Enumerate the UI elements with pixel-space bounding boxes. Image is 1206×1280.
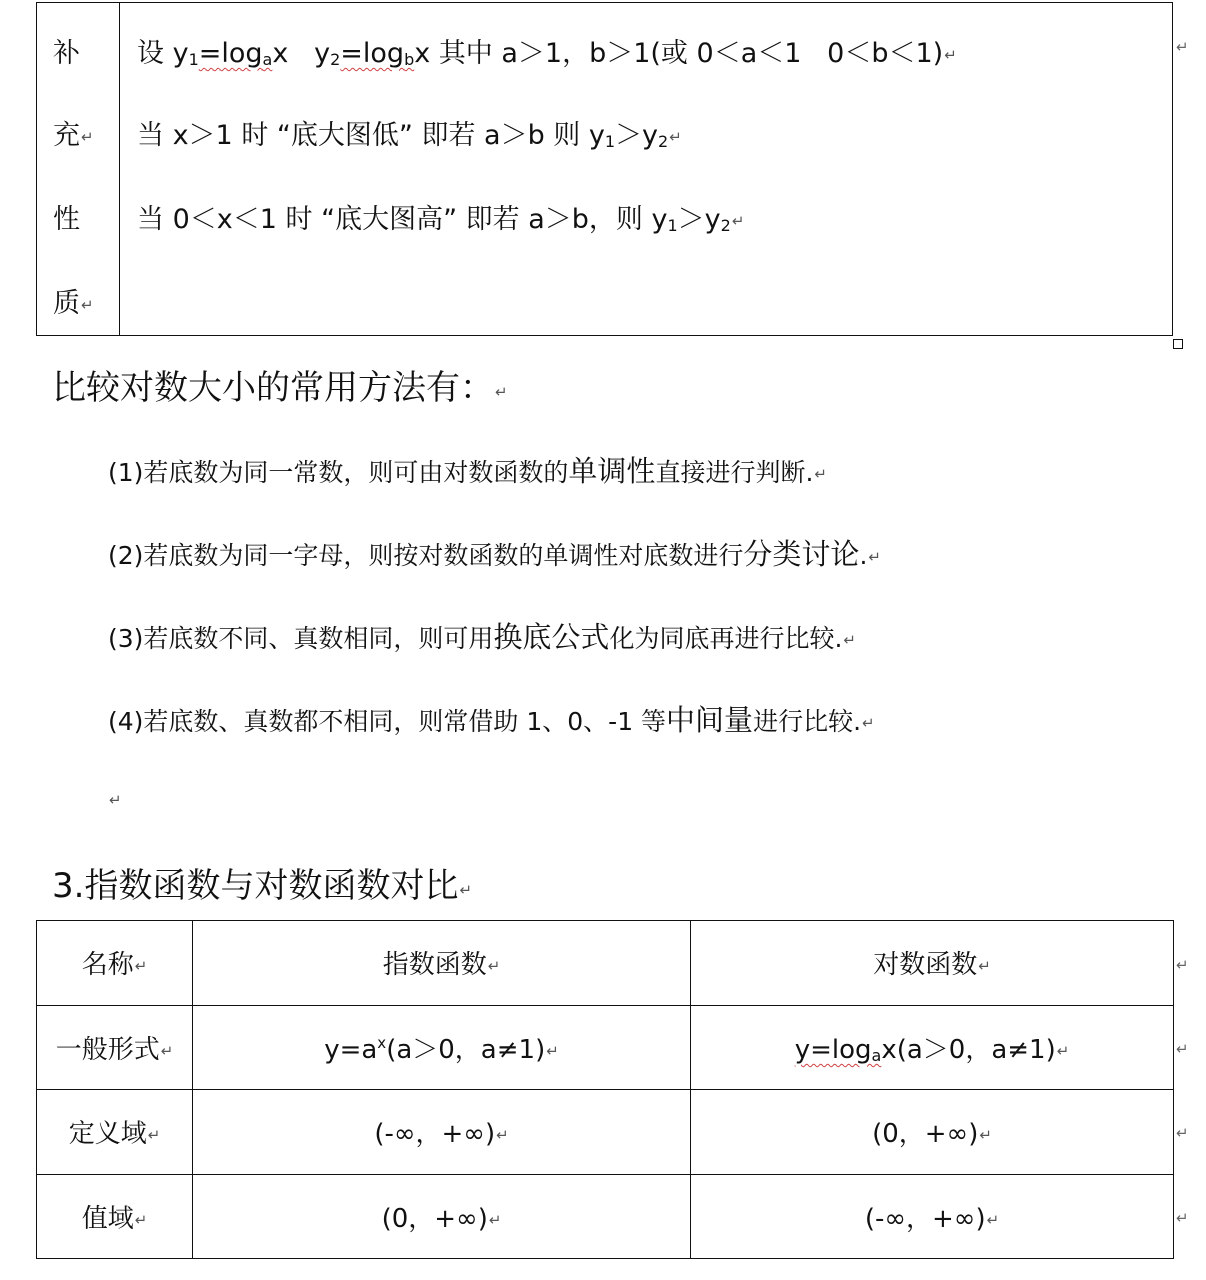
row-end-mark: ↵ [1176,38,1189,56]
comparison-heading: 3.指数函数与对数函数对比↵ [52,866,473,906]
domain-label: 定义域↵ [37,1090,193,1175]
log-range: (-∞，+∞)↵ [691,1174,1174,1259]
row-end-mark: ↵ [1176,1209,1189,1227]
log-domain: (0，+∞)↵ [691,1090,1174,1175]
supplement-table [36,2,1173,336]
header-name-cell: 名称↵ [37,921,193,1006]
methods-heading: 比较对数大小的常用方法有：↵ [52,368,508,408]
table-row [37,1090,1174,1175]
exp-range: (0，+∞)↵ [193,1174,691,1259]
label-char-1: 补 [53,38,80,69]
table-row [37,1005,1174,1090]
empty-paragraph: ↵ [109,791,122,809]
label-char-2: 充↵ [53,120,94,151]
supplement-line-1: 设 $y_1=\log_ax$ $y_2=\log_bx$ 其中 a＞1，b＞1(或 0＜a＜1 0＜b＜1)↵ [137,38,957,69]
header-exp-cell: 指数函数↵ [193,921,691,1006]
log-general-form: $y=\log_ax(a>0$，a≠1)↵ [691,1005,1174,1090]
general-form-label: 一般形式↵ [37,1005,193,1090]
label-char-4: 质↵ [53,288,94,319]
supplement-line-3: 当 0＜x＜1 时 “底大图高” 即若 a＞b，则 $y_1>y_2↵$ [137,204,745,235]
row-end-mark: ↵ [1176,1040,1189,1058]
method-item-3: (3)若底数不同、真数相同，则可用换底公式化为同底再进行比较.↵ [108,620,856,654]
table-row [37,921,1174,1006]
label-char-3: 性 [53,204,80,235]
header-log-cell: 对数函数↵ [691,921,1174,1006]
row-end-mark: ↵ [1176,956,1189,974]
method-item-2: (2)若底数为同一字母，则按对数函数的单调性对底数进行分类讨论.↵ [108,537,881,571]
table-divider [119,3,120,335]
range-label: 值域↵ [37,1174,193,1259]
supplement-line-2: 当 x＞1 时 “底大图低” 即若 a＞b 则 $y_1>y_2↵$ [137,120,682,151]
row-end-mark: ↵ [1176,1124,1189,1142]
exp-general-form: $y=a^x(a>0$，a≠1)↵ [193,1005,691,1090]
table-resize-handle[interactable] [1173,339,1183,349]
comparison-table [36,920,1174,1259]
table-row [37,1174,1174,1259]
exp-domain: (-∞，+∞)↵ [193,1090,691,1175]
method-item-1: (1)若底数为同一常数，则可由对数函数的单调性直接进行判断.↵ [108,454,827,488]
method-item-4: (4)若底数、真数都不相同，则常借助 1、0、-1 等中间量进行比较.↵ [108,703,875,737]
